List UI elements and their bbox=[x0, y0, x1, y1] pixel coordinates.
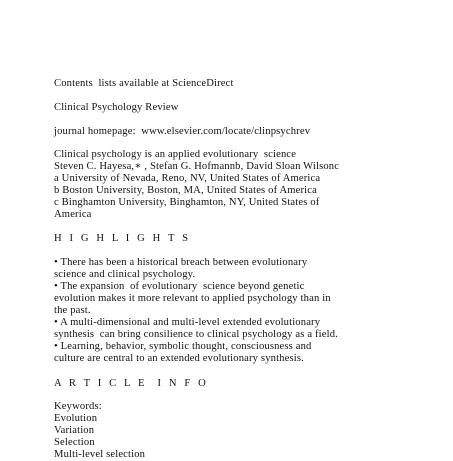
highlight-line: the past. bbox=[54, 305, 91, 316]
highlight-line: culture are central to an extended evolutionary synthesis. bbox=[54, 353, 304, 364]
keyword-item: Variation bbox=[54, 425, 95, 436]
article-info-heading: A R T I C L E I N F O bbox=[54, 378, 209, 389]
highlight-line: synthesis can bring consilience to clinical psychology as a field. bbox=[54, 329, 338, 340]
contents-line: Contents lists available at ScienceDirect bbox=[54, 78, 234, 89]
affiliation-line: c Binghamton University, Binghamton, NY, United States of bbox=[54, 197, 320, 208]
keywords-label: Keywords: bbox=[54, 401, 102, 412]
highlight-line: science and clinical psychology. bbox=[54, 269, 196, 280]
highlights-heading: H I G H L I G H T S bbox=[54, 233, 191, 244]
journal-name: Clinical Psychology Review bbox=[54, 102, 179, 113]
keyword-item: Selection bbox=[54, 437, 95, 448]
affiliation-line: b Boston University, Boston, MA, United States of America bbox=[54, 185, 317, 196]
highlight-line: • A multi-dimensional and multi-level extended evolutionary bbox=[54, 317, 321, 328]
keyword-item: Evolution bbox=[54, 413, 98, 424]
journal-homepage: journal homepage: www.elsevier.com/locate/clinpsychrev bbox=[54, 126, 311, 137]
highlight-line: • The expansion of evolutionary science beyond genetic bbox=[54, 281, 305, 292]
highlight-line: • There has been a historical breach between evolutionary bbox=[54, 257, 308, 268]
highlight-line: evolution makes it more relevant to applied psychology than in bbox=[54, 293, 331, 304]
highlight-line: • Learning, behavior, symbolic thought, consciousness and bbox=[54, 341, 312, 352]
article-authors: Steven C. Hayesa,∗ , Stefan G. Hofmannb, David Sloan Wilsonc bbox=[54, 161, 340, 172]
affiliation-line: a University of Nevada, Reno, NV, United States of America bbox=[54, 173, 321, 184]
affiliation-line: America bbox=[54, 209, 92, 220]
article-title: Clinical psychology is an applied evolutionary science bbox=[54, 149, 297, 160]
keyword-item: Multi-level selection bbox=[54, 449, 146, 460]
